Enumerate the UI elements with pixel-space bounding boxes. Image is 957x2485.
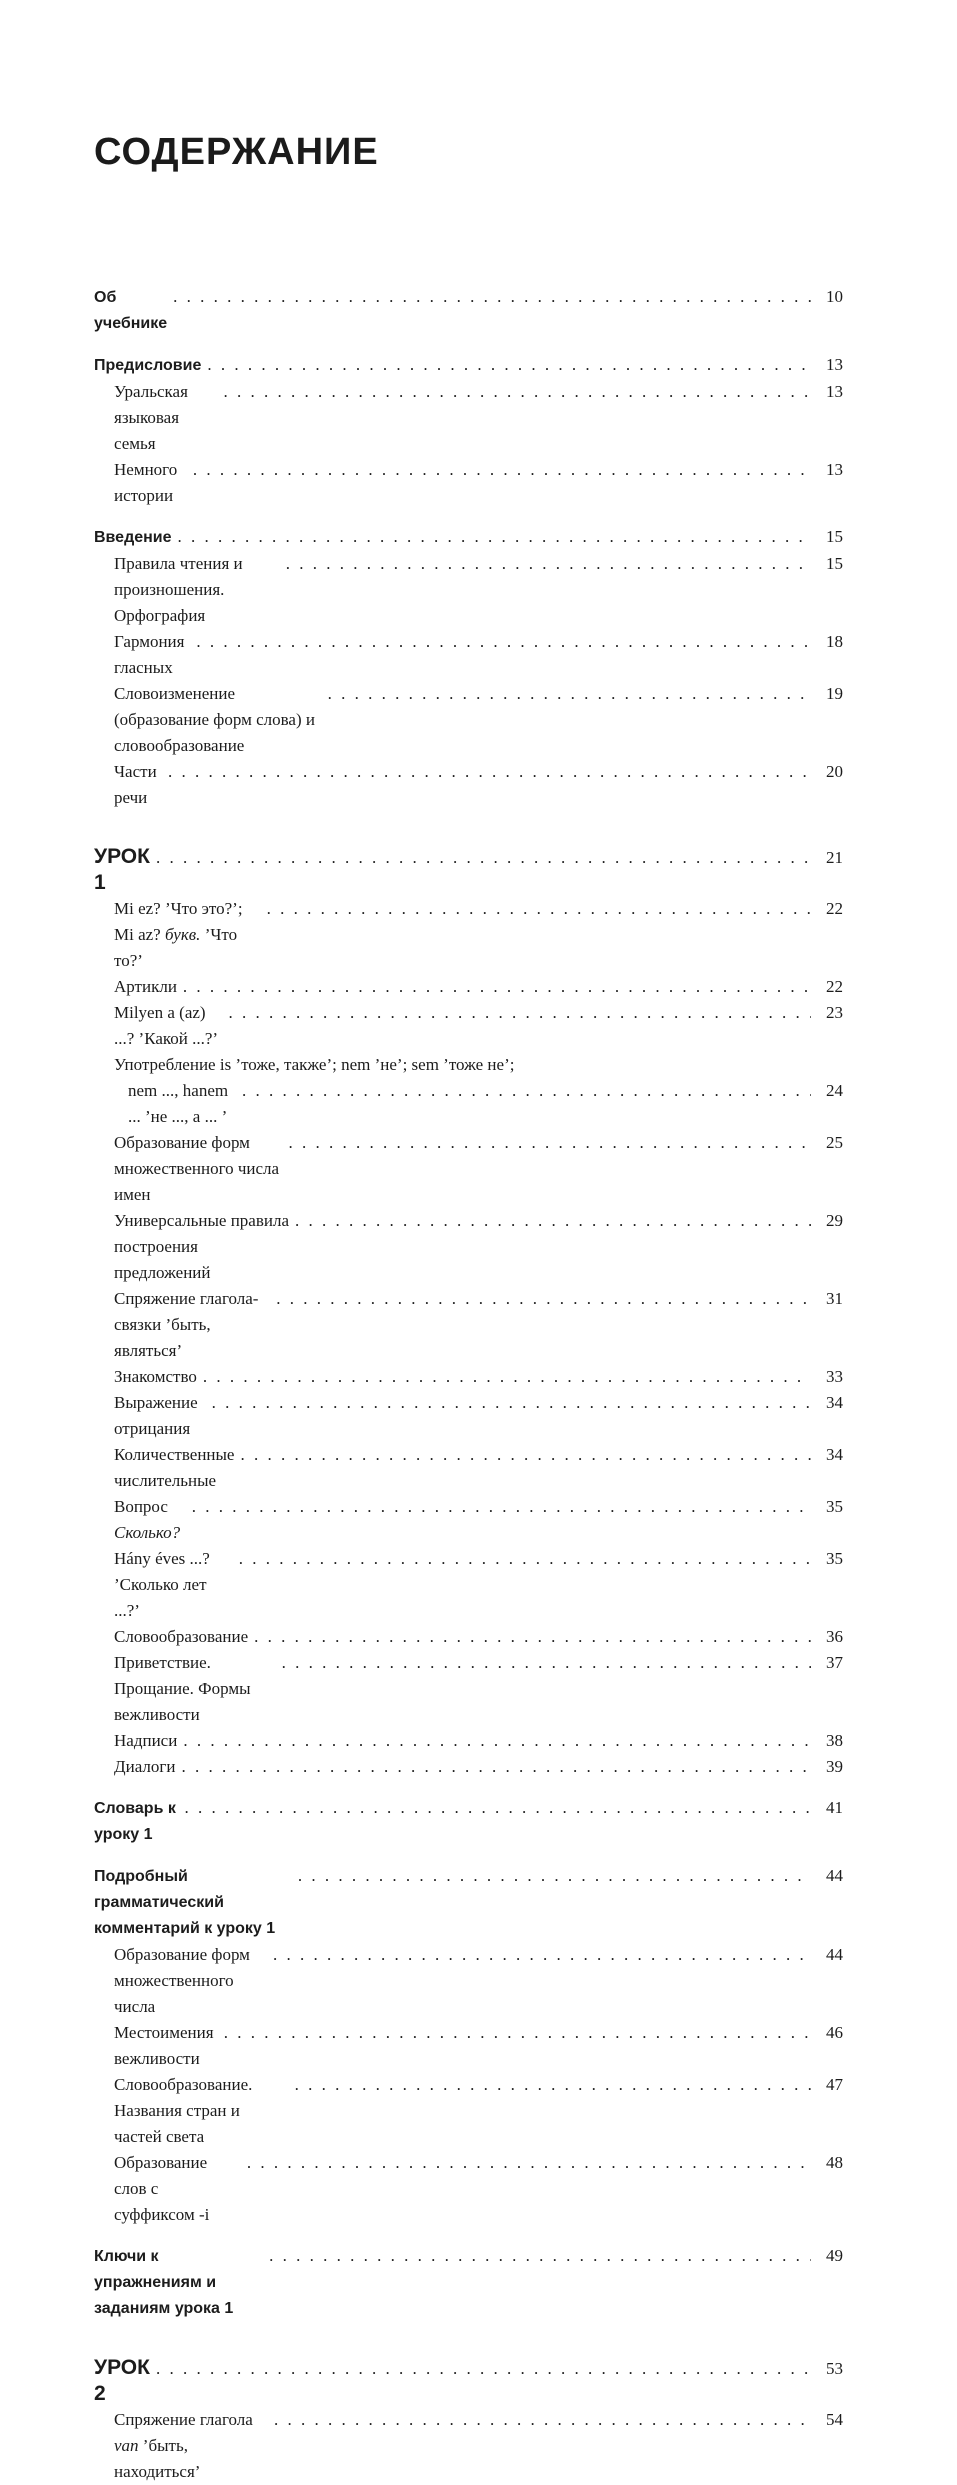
page-number: 22 [826,977,843,996]
page-number: 37 [826,1653,843,1672]
dot-leader [242,1078,811,1104]
dot-leader [295,1208,811,1234]
toc-entry-title: Гармония гласных [114,632,189,677]
toc-entry [94,629,843,681]
toc-entry [94,352,843,379]
toc-entry [94,2150,843,2228]
dot-leader [203,1364,811,1390]
page-number: 35 [826,1549,843,1568]
page-number: 49 [826,2246,843,2265]
toc-entry-title: Словоизменение (образование форм слова) и словообразование [114,684,320,755]
page-number: 44 [826,1945,843,1964]
toc-entry-title: Надписи [114,1731,178,1750]
toc-entry-title: Местоимения вежливости [114,2023,218,2068]
toc-entry-title: Количественные числительные [114,1445,239,1490]
toc-entry [94,1286,843,1364]
toc-entry [94,1078,843,1130]
dot-leader [183,1728,811,1754]
page-number: 22 [826,899,843,918]
page-number: 47 [826,2075,843,2094]
page-number: 38 [826,1731,843,1750]
toc-group [94,2355,843,2485]
toc-entry-title: Mi ez? ’Что это?’; Mi az? букв. ’Что то?’ [114,899,247,970]
toc-entry-title: Milyen a (az) ...? ’Какой ...?’ [114,1003,219,1048]
toc-entry-title: УРОК 2 [94,2356,156,2405]
toc-entry-title: Ключи к упражнениям и заданиям урока 1 [94,2248,234,2317]
toc-entry [94,1052,843,1078]
dot-leader [156,845,811,871]
page-number: 54 [826,2410,843,2429]
page-number: 23 [826,1003,843,1022]
page-number: 15 [826,554,843,573]
toc-entry [94,379,843,457]
toc-entry [94,1442,843,1494]
toc-entry-title: УРОК 1 [94,845,156,894]
page-number: 35 [826,1497,843,1516]
toc-entry-title: Образование форм множественного числа [114,1945,255,2016]
toc-entry [94,1728,843,1754]
toc-group [94,352,843,509]
page-number: 31 [826,1289,843,1308]
dot-leader [328,681,811,707]
dot-leader [247,2150,811,2176]
toc-entry-title: Образование форм множественного числа имен [114,1133,284,1204]
toc-entry [94,1650,843,1728]
dot-leader [185,1795,811,1821]
page-number: 18 [826,632,843,651]
dot-leader [286,551,811,577]
page-number: 13 [826,460,843,479]
page-number: 21 [826,848,843,867]
toc-entry [94,759,843,811]
toc-entry-title: Части речи [114,762,161,807]
page-number: 48 [826,2153,843,2172]
toc-entry-title: Словообразование. Названия стран и частей света [114,2075,257,2146]
dot-leader [273,1942,811,1968]
dot-leader [239,1546,811,1572]
dot-leader [228,1000,811,1026]
toc-entry-title: Правила чтения и произношения. Орфография [114,554,247,625]
toc-group [94,844,843,1780]
toc-group [94,1795,843,1848]
toc-entry-title: Вопрос Сколько? [114,1497,181,1542]
page-number: 44 [826,1866,843,1885]
toc-entry [94,1208,843,1286]
toc-entry [94,1795,843,1848]
page-number: 36 [826,1627,843,1646]
toc-entry-title: Диалоги [114,1757,176,1776]
toc-list [94,284,843,2485]
dot-leader [282,1650,811,1676]
toc-group [94,2243,843,2322]
dot-leader [269,2243,811,2269]
toc-entry [94,551,843,629]
toc-entry-title: Немного истории [114,460,182,505]
dot-leader [241,1442,811,1468]
page-number: 19 [826,684,843,703]
toc-entry [94,1494,843,1546]
dot-leader [168,759,811,785]
page-number: 13 [826,382,843,401]
toc-entry-title: Подробный грамматический комментарий к уроку 1 [94,1868,276,1937]
toc-entry [94,2072,843,2150]
toc-entry-title: Универсальные правила построения предложений [114,1211,294,1282]
toc-entry-title: nem ..., hanem ... ’не ..., а ... ’ [128,1081,233,1126]
page-number: 20 [826,762,843,781]
toc-entry-title: Знакомство [114,1367,197,1386]
toc-entry [94,1863,843,1942]
dot-leader [276,1286,811,1312]
dot-leader [298,1863,811,1889]
toc-entry [94,1000,843,1052]
toc-entry-title: Уральская языковая семья [114,382,193,453]
toc-entry-title: Употребление is ’тоже, также’; nem ’не’; sem ’тоже не’; [114,1055,515,1074]
dot-leader [181,1754,811,1780]
toc-group [94,524,843,811]
toc-entry [94,1364,843,1390]
dot-leader [267,896,811,922]
dot-leader [295,2072,811,2098]
page-number: 33 [826,1367,843,1386]
page-number: 46 [826,2023,843,2042]
dot-leader [207,352,811,378]
dot-leader [196,629,811,655]
dot-leader [178,524,811,550]
page-number: 25 [826,1133,843,1152]
toc-entry [94,2243,843,2322]
page-number: 13 [826,355,843,374]
dot-leader [183,974,811,1000]
toc-group [94,284,843,337]
toc-entry-title: Приветствие. Прощание. Формы вежливости [114,1653,255,1724]
toc-group [94,1863,843,2228]
page-title: СОДЕРЖАНИЕ [94,131,379,173]
toc-entry [94,1754,843,1780]
dot-leader [156,2356,811,2382]
toc-entry-title: Словарь к уроку 1 [94,1800,181,1843]
toc-entry [94,2355,843,2407]
toc-entry-title: Спряжение глагола-связки ’быть, являться’ [114,1289,259,1360]
page-number: 29 [826,1211,843,1230]
page-number: 24 [826,1081,843,1100]
dot-leader [192,1494,811,1520]
toc-entry-title: Hány éves ...? ’Сколько лет ...?’ [114,1549,215,1620]
dot-leader [254,1624,811,1650]
dot-leader [288,1130,811,1156]
page-number: 53 [826,2359,843,2378]
toc-entry-title: Образование слов с суффиксом -i [114,2153,212,2224]
toc-entry-title: Словообразование [114,1627,249,1646]
toc-entry-title: Предисловие [94,357,202,374]
page-number: 34 [826,1445,843,1464]
toc-entry-title: Выражение отрицания [114,1393,202,1438]
page-number: 15 [826,527,843,546]
toc-entry-title: Введение [94,529,172,546]
dot-leader [224,2020,811,2046]
toc-entry [94,2407,843,2485]
dot-leader [223,379,811,405]
toc-entry-title: Об учебнике [94,289,168,332]
dot-leader [173,284,811,310]
dot-leader [193,457,811,483]
toc-entry [94,974,843,1000]
toc-entry [94,681,843,759]
toc-entry [94,1942,843,2020]
toc-entry [94,1130,843,1208]
toc-entry [94,524,843,551]
toc-entry-title: Спряжение глагола van ’быть, находиться’ [114,2410,258,2481]
toc-entry [94,1546,843,1624]
page-number: 39 [826,1757,843,1776]
dot-leader [274,2407,811,2433]
dot-leader [212,1390,811,1416]
toc-entry [94,1390,843,1442]
toc-entry-title: Артикли [114,977,177,996]
toc-entry [94,896,843,974]
toc-entry [94,2020,843,2072]
page-number: 10 [826,287,843,306]
toc-entry [94,1624,843,1650]
page-number: 34 [826,1393,843,1412]
page-number: 41 [826,1798,843,1817]
toc-entry [94,844,843,896]
toc-entry [94,457,843,509]
toc-entry [94,284,843,337]
